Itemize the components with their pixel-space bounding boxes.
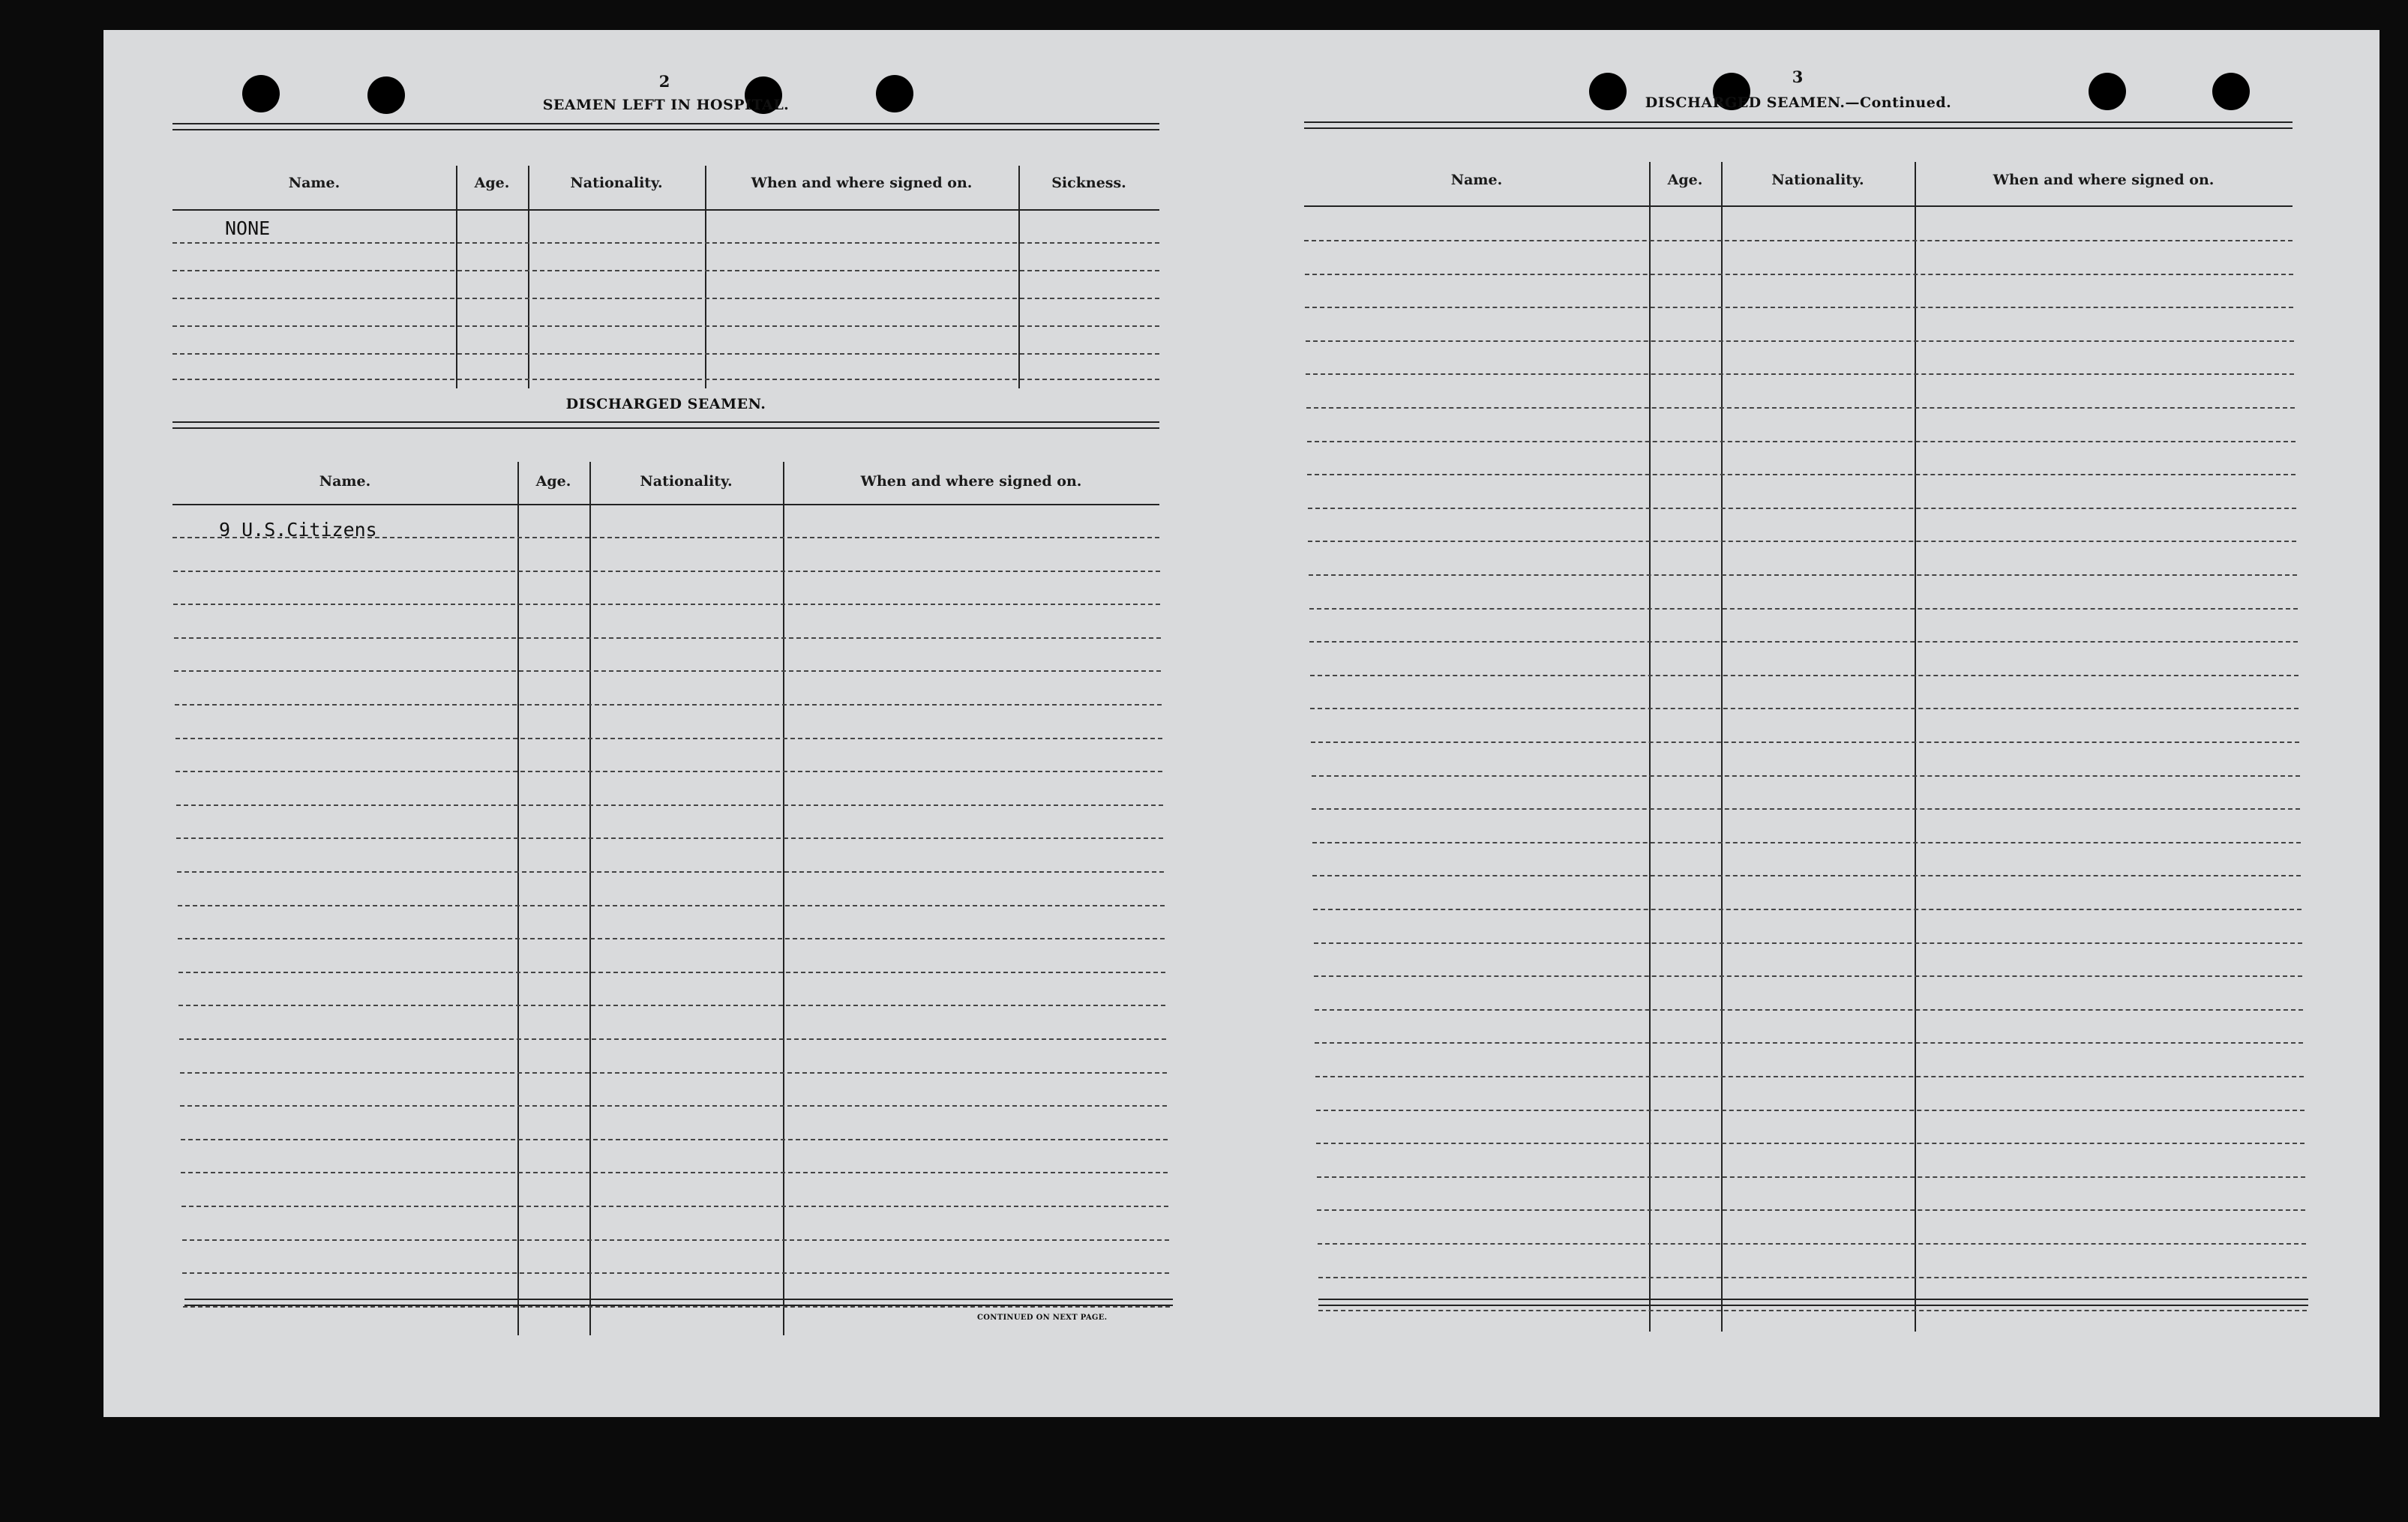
- entry-line: [181, 1206, 1168, 1207]
- entry-line: [1309, 608, 2298, 610]
- right-bottom-rule: [1318, 1299, 2308, 1306]
- right-header-rule: [1304, 205, 2293, 207]
- entry-line: [1305, 307, 2293, 308]
- entry-line: [1306, 373, 2294, 375]
- column-divider: [1018, 166, 1020, 388]
- entry-line: [1316, 1143, 2305, 1144]
- header-nationality: Nationality.: [570, 175, 663, 191]
- entry-line: [1305, 274, 2293, 275]
- header-when-where: When and where signed on.: [860, 473, 1082, 490]
- page-number-right: 3: [1792, 67, 1804, 86]
- entry-line: [176, 837, 1163, 839]
- hospital-top-rule: [172, 123, 1159, 130]
- continued-note: CONTINUED ON NEXT PAGE.: [977, 1314, 1108, 1322]
- punch-hole: [2212, 73, 2250, 110]
- punch-hole: [1589, 73, 1627, 110]
- entry-line: [172, 270, 1159, 271]
- hospital-table: [172, 133, 1159, 388]
- entry-line: [1318, 1277, 2307, 1278]
- entry-line: [173, 604, 1160, 605]
- header-name: Name.: [1450, 172, 1503, 188]
- entry-line: [1312, 875, 2301, 876]
- header-nationality: Nationality.: [640, 473, 733, 490]
- entry-line: [1313, 909, 2302, 910]
- entry-line: [1309, 574, 2297, 576]
- entry-line: [175, 704, 1162, 706]
- entry-line: [1316, 1110, 2305, 1111]
- right-discharged-table: [1304, 132, 2309, 1309]
- header-when-where: When and where signed on.: [1993, 172, 2215, 188]
- entry-line: [183, 1306, 1170, 1308]
- entry-line: [1310, 675, 2299, 676]
- header-age: Age.: [1667, 172, 1703, 188]
- column-divider: [528, 166, 529, 388]
- punch-hole: [367, 76, 405, 114]
- entry-line: [177, 871, 1164, 873]
- entry-line: [1318, 1243, 2306, 1245]
- column-divider: [589, 462, 591, 1335]
- left-bottom-rule: [184, 1299, 1173, 1306]
- entry-line: [1317, 1209, 2305, 1211]
- entry-line: [180, 1072, 1167, 1074]
- entry-line: [1307, 474, 2296, 475]
- entry-line: [1311, 742, 2299, 743]
- discharged-entry-text: 9 U.S.Citizens: [219, 519, 377, 541]
- right-top-rule: [1304, 121, 2293, 129]
- entry-line: [1308, 541, 2296, 542]
- entry-line: [1312, 808, 2300, 810]
- entry-line: [1314, 975, 2302, 977]
- entry-line: [1315, 1009, 2303, 1011]
- hospital-header-rule: [172, 209, 1159, 211]
- entry-line: [1312, 775, 2300, 777]
- entry-line: [172, 353, 1159, 355]
- hospital-section-title: SEAMEN LEFT IN HOSPITAL.: [542, 97, 790, 113]
- entry-line: [1312, 842, 2301, 843]
- entry-line: [1315, 1076, 2304, 1077]
- page-number-left: 2: [658, 72, 670, 91]
- entry-line: [176, 804, 1163, 806]
- entry-line: [1308, 508, 2296, 509]
- entry-line: [178, 938, 1165, 939]
- column-divider: [1649, 162, 1651, 1332]
- entry-line: [175, 771, 1162, 772]
- entry-line: [174, 637, 1161, 639]
- header-name: Name.: [319, 473, 371, 490]
- entry-line: [1307, 441, 2296, 442]
- punch-hole: [242, 75, 280, 112]
- header-age: Age.: [535, 473, 571, 490]
- entry-line: [182, 1272, 1169, 1274]
- entry-line: [1317, 1176, 2305, 1178]
- entry-line: [178, 1005, 1165, 1006]
- entry-line: [1318, 1310, 2307, 1311]
- entry-line: [180, 1105, 1167, 1107]
- column-divider: [705, 166, 706, 388]
- entry-line: [173, 571, 1160, 572]
- column-divider: [783, 462, 784, 1335]
- discharged-top-rule: [172, 421, 1159, 429]
- entry-line: [182, 1239, 1169, 1241]
- header-name: Name.: [288, 175, 340, 191]
- entry-line: [1306, 340, 2294, 342]
- discharged-header-rule: [172, 504, 1159, 505]
- entry-line: [178, 905, 1165, 906]
- entry-line: [1314, 942, 2302, 944]
- entry-line: [172, 242, 1159, 244]
- entry-line: [178, 972, 1165, 973]
- entry-line: [1306, 407, 2295, 409]
- entry-line: [1315, 1042, 2303, 1044]
- discharged-table: [172, 432, 1170, 1314]
- header-nationality: Nationality.: [1771, 172, 1864, 188]
- entry-line: [1310, 708, 2299, 709]
- entry-line: [1304, 240, 2293, 241]
- document-sheet: [103, 30, 2380, 1417]
- column-divider: [456, 166, 457, 388]
- entry-line: [172, 298, 1159, 299]
- entry-line: [174, 670, 1161, 672]
- column-divider: [1721, 162, 1723, 1332]
- column-divider: [517, 462, 519, 1335]
- entry-line: [172, 379, 1159, 380]
- entry-line: [181, 1139, 1168, 1140]
- discharged-section-title: DISCHARGED SEAMEN.: [565, 396, 766, 412]
- header-when-where: When and where signed on.: [751, 175, 973, 191]
- right-section-title: DISCHARGED SEAMEN.—Continued.: [1645, 94, 1952, 111]
- hospital-entry-text: NONE: [225, 217, 271, 239]
- entry-line: [172, 325, 1159, 327]
- punch-hole: [876, 75, 913, 112]
- entry-line: [179, 1038, 1166, 1040]
- header-age: Age.: [474, 175, 510, 191]
- entry-line: [1309, 641, 2298, 643]
- header-sickness: Sickness.: [1051, 175, 1126, 191]
- entry-line: [181, 1172, 1168, 1173]
- entry-line: [175, 738, 1162, 739]
- column-divider: [1915, 162, 1916, 1332]
- punch-hole: [2089, 73, 2126, 110]
